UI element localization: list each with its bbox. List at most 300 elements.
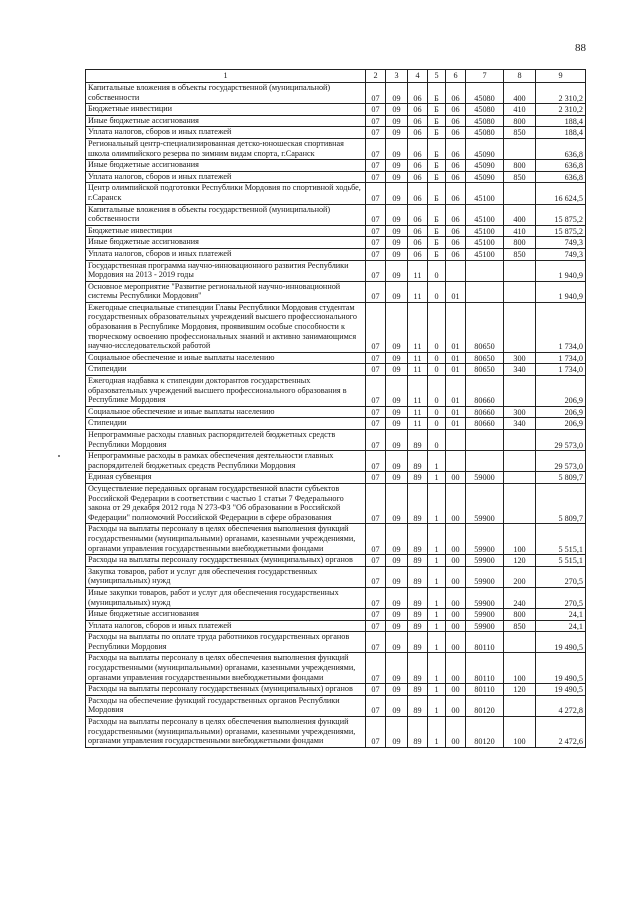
row-c6-cell: 06: [446, 237, 466, 249]
row-c4-cell: 11: [408, 418, 428, 430]
row-name-cell: Основное мероприятие "Развитие региональной научно-инновационной системы Республики Мордовия": [86, 281, 366, 302]
row-c5-cell: 1: [428, 684, 446, 696]
row-c7-cell: 45080: [466, 83, 504, 104]
row-name-cell: Стипендии: [86, 418, 366, 430]
header-cell: 6: [446, 70, 466, 83]
row-c8-cell: 120: [504, 684, 536, 696]
table-row: [86, 364, 586, 376]
row-name-cell: Уплата налогов, сборов и иных платежей: [86, 248, 366, 260]
row-c7-cell: 59900: [466, 524, 504, 555]
row-c4-cell: 89: [408, 717, 428, 748]
row-c3-cell: 09: [386, 364, 408, 376]
row-c5-cell: 1: [428, 717, 446, 748]
table-row: [86, 225, 586, 237]
header-cell: 2: [366, 70, 386, 83]
row-c2-cell: 07: [366, 451, 386, 472]
row-name-cell: Иные бюджетные ассигнования: [86, 237, 366, 249]
table-row: [86, 609, 586, 621]
row-name-cell: Социальное обеспечение и иные выплаты населению: [86, 352, 366, 364]
row-c9-cell: 270,5: [536, 566, 586, 587]
row-name-cell: Иные бюджетные ассигнования: [86, 160, 366, 172]
row-c5-cell: Б: [428, 237, 446, 249]
row-c9-cell: 636,8: [536, 138, 586, 159]
row-c4-cell: 89: [408, 566, 428, 587]
row-c2-cell: 07: [366, 632, 386, 653]
row-c6-cell: 01: [446, 364, 466, 376]
row-c3-cell: 09: [386, 115, 408, 127]
row-c8-cell: 300: [504, 352, 536, 364]
row-c9-cell: 749,3: [536, 248, 586, 260]
row-c3-cell: 09: [386, 555, 408, 567]
row-c7-cell: 80110: [466, 653, 504, 684]
row-c9-cell: 4 272,8: [536, 695, 586, 716]
row-c8-cell: [504, 183, 536, 204]
row-c6-cell: 06: [446, 160, 466, 172]
row-c5-cell: 0: [428, 376, 446, 407]
row-c6-cell: 00: [446, 653, 466, 684]
row-c5-cell: 1: [428, 587, 446, 608]
row-c5-cell: Б: [428, 171, 446, 183]
row-c8-cell: 410: [504, 104, 536, 116]
row-c9-cell: 270,5: [536, 587, 586, 608]
row-c2-cell: 07: [366, 225, 386, 237]
table-row: [86, 695, 586, 716]
row-c5-cell: Б: [428, 115, 446, 127]
row-c2-cell: 07: [366, 555, 386, 567]
row-c3-cell: 09: [386, 483, 408, 523]
row-c9-cell: 5 809,7: [536, 483, 586, 523]
row-c7-cell: 45100: [466, 225, 504, 237]
row-c3-cell: 09: [386, 138, 408, 159]
row-c6-cell: 01: [446, 281, 466, 302]
row-c3-cell: 09: [386, 609, 408, 621]
row-c9-cell: 24,1: [536, 620, 586, 632]
row-c4-cell: 11: [408, 376, 428, 407]
table-row: [86, 138, 586, 159]
row-c2-cell: 07: [366, 587, 386, 608]
row-c2-cell: 07: [366, 524, 386, 555]
row-c7-cell: 80660: [466, 418, 504, 430]
row-c3-cell: 09: [386, 418, 408, 430]
row-c2-cell: 07: [366, 430, 386, 451]
row-c2-cell: 07: [366, 695, 386, 716]
row-c4-cell: 89: [408, 524, 428, 555]
row-c8-cell: 800: [504, 237, 536, 249]
row-c3-cell: 09: [386, 127, 408, 139]
row-name-cell: Бюджетные инвестиции: [86, 225, 366, 237]
row-c6-cell: 00: [446, 555, 466, 567]
row-c6-cell: 00: [446, 620, 466, 632]
row-c5-cell: 1: [428, 695, 446, 716]
row-c7-cell: 45100: [466, 237, 504, 249]
row-c5-cell: 0: [428, 352, 446, 364]
table-row: [86, 524, 586, 555]
row-c4-cell: 11: [408, 406, 428, 418]
row-c8-cell: [504, 451, 536, 472]
row-c4-cell: 11: [408, 260, 428, 281]
row-name-cell: Уплата налогов, сборов и иных платежей: [86, 171, 366, 183]
row-name-cell: Бюджетные инвестиции: [86, 104, 366, 116]
row-c8-cell: 200: [504, 566, 536, 587]
row-c6-cell: 00: [446, 566, 466, 587]
row-c2-cell: 07: [366, 609, 386, 621]
row-c4-cell: 06: [408, 160, 428, 172]
row-c2-cell: 07: [366, 281, 386, 302]
row-name-cell: Центр олимпийской подготовки Республики Мордовия по спортивной ходьбе, г.Саранск: [86, 183, 366, 204]
row-c9-cell: 749,3: [536, 237, 586, 249]
row-c3-cell: 09: [386, 302, 408, 352]
table-row: [86, 483, 586, 523]
row-c5-cell: 0: [428, 364, 446, 376]
row-c7-cell: 80660: [466, 376, 504, 407]
row-c5-cell: 1: [428, 632, 446, 653]
row-c9-cell: 1 734,0: [536, 352, 586, 364]
row-c5-cell: 1: [428, 524, 446, 555]
table-row: [86, 587, 586, 608]
table-row: [86, 260, 586, 281]
row-c7-cell: 59900: [466, 566, 504, 587]
row-c7-cell: 80650: [466, 302, 504, 352]
row-c9-cell: 1 940,9: [536, 281, 586, 302]
row-name-cell: Закупка товаров, работ и услуг для обеспечения государственных (муниципальных) нужд: [86, 566, 366, 587]
row-c2-cell: 07: [366, 83, 386, 104]
row-c3-cell: 09: [386, 104, 408, 116]
row-c4-cell: 06: [408, 115, 428, 127]
row-c6-cell: 06: [446, 225, 466, 237]
row-c8-cell: 850: [504, 620, 536, 632]
row-c4-cell: 06: [408, 138, 428, 159]
scan-speck: [58, 455, 60, 457]
row-c4-cell: 11: [408, 352, 428, 364]
row-c7-cell: 45100: [466, 204, 504, 225]
row-c6-cell: 06: [446, 127, 466, 139]
row-c6-cell: [446, 260, 466, 281]
table-row: [86, 620, 586, 632]
row-c7-cell: 45100: [466, 248, 504, 260]
row-c8-cell: 410: [504, 225, 536, 237]
table-row: [86, 472, 586, 484]
row-c2-cell: 07: [366, 364, 386, 376]
row-c9-cell: 636,8: [536, 171, 586, 183]
row-c5-cell: Б: [428, 248, 446, 260]
row-c2-cell: 07: [366, 483, 386, 523]
row-c8-cell: 400: [504, 204, 536, 225]
row-c2-cell: 07: [366, 237, 386, 249]
row-name-cell: Стипендии: [86, 364, 366, 376]
row-c6-cell: 01: [446, 418, 466, 430]
table-row: [86, 376, 586, 407]
row-c9-cell: 15 875,2: [536, 225, 586, 237]
row-c4-cell: 06: [408, 171, 428, 183]
row-c5-cell: Б: [428, 127, 446, 139]
row-name-cell: Иные бюджетные ассигнования: [86, 609, 366, 621]
row-c5-cell: 0: [428, 281, 446, 302]
table-row: [86, 104, 586, 116]
row-c2-cell: 07: [366, 352, 386, 364]
table-row: [86, 566, 586, 587]
row-c2-cell: 07: [366, 171, 386, 183]
row-c8-cell: 340: [504, 418, 536, 430]
row-c7-cell: 45080: [466, 127, 504, 139]
row-name-cell: Расходы на выплаты персоналу в целях обеспечения выполнения функций государственными (муниципальными) органами, казенными учреждениями, органами управления государственными внебюджетными фондами: [86, 717, 366, 748]
table-row: [86, 653, 586, 684]
row-c3-cell: 09: [386, 524, 408, 555]
row-c5-cell: 0: [428, 302, 446, 352]
row-name-cell: Капитальные вложения в объекты государственной (муниципальной) собственности: [86, 204, 366, 225]
row-name-cell: Расходы на выплаты персоналу в целях обеспечения выполнения функций государственными (муниципальными) органами, казенными учреждениями, органами управления государственными внебюджетными фондами: [86, 524, 366, 555]
row-c8-cell: 240: [504, 587, 536, 608]
row-c8-cell: [504, 695, 536, 716]
row-c6-cell: [446, 451, 466, 472]
table-row: [86, 352, 586, 364]
row-c7-cell: 59900: [466, 620, 504, 632]
row-c9-cell: 2 310,2: [536, 83, 586, 104]
row-c3-cell: 09: [386, 160, 408, 172]
table-row: [86, 127, 586, 139]
row-c7-cell: 80120: [466, 717, 504, 748]
row-c9-cell: 19 490,5: [536, 684, 586, 696]
row-c7-cell: [466, 451, 504, 472]
header-cell: 4: [408, 70, 428, 83]
table-row: [86, 204, 586, 225]
table-row: [86, 418, 586, 430]
row-c4-cell: 06: [408, 183, 428, 204]
row-c4-cell: 89: [408, 684, 428, 696]
row-c3-cell: 09: [386, 620, 408, 632]
row-c9-cell: 206,9: [536, 376, 586, 407]
row-c6-cell: 06: [446, 115, 466, 127]
row-c8-cell: 340: [504, 364, 536, 376]
header-cell: 3: [386, 70, 408, 83]
row-c7-cell: 59000: [466, 472, 504, 484]
row-name-cell: Уплата налогов, сборов и иных платежей: [86, 127, 366, 139]
row-name-cell: Непрограммные расходы главных распорядителей бюджетных средств Республики Мордовия: [86, 430, 366, 451]
row-c8-cell: [504, 483, 536, 523]
row-name-cell: Иные закупки товаров, работ и услуг для обеспечения государственных (муниципальных) нужд: [86, 587, 366, 608]
row-c5-cell: 1: [428, 620, 446, 632]
row-c5-cell: Б: [428, 138, 446, 159]
row-c5-cell: 1: [428, 472, 446, 484]
row-c4-cell: 06: [408, 248, 428, 260]
row-c5-cell: 1: [428, 451, 446, 472]
row-c7-cell: 45080: [466, 104, 504, 116]
row-c2-cell: 07: [366, 418, 386, 430]
row-c3-cell: 09: [386, 406, 408, 418]
row-c2-cell: 07: [366, 620, 386, 632]
row-c7-cell: 45090: [466, 138, 504, 159]
row-c8-cell: 800: [504, 160, 536, 172]
table-row: [86, 183, 586, 204]
row-c3-cell: 09: [386, 248, 408, 260]
row-c7-cell: 59900: [466, 587, 504, 608]
row-c2-cell: 07: [366, 160, 386, 172]
row-c8-cell: [504, 281, 536, 302]
row-c7-cell: 80110: [466, 632, 504, 653]
row-c7-cell: 80650: [466, 364, 504, 376]
row-c5-cell: 1: [428, 653, 446, 684]
row-c4-cell: 89: [408, 451, 428, 472]
row-c9-cell: 29 573,0: [536, 430, 586, 451]
row-c9-cell: 5 515,1: [536, 555, 586, 567]
row-c4-cell: 89: [408, 472, 428, 484]
row-c8-cell: 400: [504, 83, 536, 104]
row-c3-cell: 09: [386, 237, 408, 249]
row-c6-cell: 00: [446, 684, 466, 696]
row-c4-cell: 89: [408, 653, 428, 684]
row-c8-cell: 850: [504, 171, 536, 183]
budget-table: [85, 69, 586, 748]
row-c8-cell: 850: [504, 248, 536, 260]
row-c9-cell: 16 624,5: [536, 183, 586, 204]
row-c4-cell: 06: [408, 237, 428, 249]
row-c2-cell: 07: [366, 104, 386, 116]
row-c4-cell: 89: [408, 695, 428, 716]
row-name-cell: Уплата налогов, сборов и иных платежей: [86, 620, 366, 632]
table-row: [86, 555, 586, 567]
row-c2-cell: 07: [366, 472, 386, 484]
row-c5-cell: 1: [428, 566, 446, 587]
row-c9-cell: 19 490,5: [536, 632, 586, 653]
row-c6-cell: 00: [446, 483, 466, 523]
row-c6-cell: 06: [446, 83, 466, 104]
row-c3-cell: 09: [386, 260, 408, 281]
row-c5-cell: Б: [428, 225, 446, 237]
table-row: [86, 717, 586, 748]
row-c7-cell: [466, 281, 504, 302]
row-c7-cell: [466, 260, 504, 281]
table-row: [86, 302, 586, 352]
row-c7-cell: 80110: [466, 684, 504, 696]
row-c6-cell: 06: [446, 204, 466, 225]
row-c6-cell: 01: [446, 376, 466, 407]
row-c3-cell: 09: [386, 183, 408, 204]
row-c7-cell: 45090: [466, 160, 504, 172]
row-c3-cell: 09: [386, 695, 408, 716]
table-row: [86, 632, 586, 653]
row-c3-cell: 09: [386, 472, 408, 484]
row-c9-cell: 29 573,0: [536, 451, 586, 472]
table-row: [86, 406, 586, 418]
row-c3-cell: 09: [386, 83, 408, 104]
row-c7-cell: [466, 430, 504, 451]
row-c9-cell: 1 734,0: [536, 302, 586, 352]
row-c3-cell: 09: [386, 225, 408, 237]
row-c2-cell: 07: [366, 138, 386, 159]
row-c4-cell: 06: [408, 83, 428, 104]
row-c8-cell: [504, 260, 536, 281]
row-c3-cell: 09: [386, 566, 408, 587]
row-c2-cell: 07: [366, 302, 386, 352]
row-c6-cell: 06: [446, 171, 466, 183]
row-c8-cell: 300: [504, 406, 536, 418]
row-c2-cell: 07: [366, 248, 386, 260]
row-c8-cell: 100: [504, 653, 536, 684]
row-c6-cell: 01: [446, 302, 466, 352]
row-c5-cell: 0: [428, 418, 446, 430]
row-c4-cell: 89: [408, 632, 428, 653]
row-c8-cell: 100: [504, 717, 536, 748]
row-c8-cell: [504, 632, 536, 653]
row-c7-cell: 80660: [466, 406, 504, 418]
row-c6-cell: 06: [446, 104, 466, 116]
row-c8-cell: [504, 472, 536, 484]
row-c9-cell: 19 490,5: [536, 653, 586, 684]
row-c3-cell: 09: [386, 281, 408, 302]
row-c6-cell: 06: [446, 138, 466, 159]
row-c4-cell: 89: [408, 609, 428, 621]
row-c9-cell: 5 515,1: [536, 524, 586, 555]
row-c8-cell: 800: [504, 609, 536, 621]
row-c7-cell: 45100: [466, 183, 504, 204]
row-c8-cell: 120: [504, 555, 536, 567]
row-c3-cell: 09: [386, 653, 408, 684]
row-c6-cell: 01: [446, 352, 466, 364]
row-c9-cell: 1 940,9: [536, 260, 586, 281]
row-c6-cell: 01: [446, 406, 466, 418]
table-row: [86, 248, 586, 260]
row-c3-cell: 09: [386, 451, 408, 472]
row-c2-cell: 07: [366, 717, 386, 748]
row-c7-cell: 80650: [466, 352, 504, 364]
table-row: [86, 451, 586, 472]
row-c9-cell: 15 875,2: [536, 204, 586, 225]
row-c3-cell: 09: [386, 352, 408, 364]
row-c5-cell: Б: [428, 83, 446, 104]
table-row: [86, 171, 586, 183]
row-c6-cell: 00: [446, 632, 466, 653]
row-c6-cell: 00: [446, 609, 466, 621]
row-c7-cell: 45090: [466, 171, 504, 183]
header-cell: 7: [466, 70, 504, 83]
row-c4-cell: 11: [408, 364, 428, 376]
row-c4-cell: 89: [408, 555, 428, 567]
row-c8-cell: [504, 376, 536, 407]
row-name-cell: Расходы на выплаты персоналу государственных (муниципальных) органов: [86, 684, 366, 696]
row-c9-cell: 24,1: [536, 609, 586, 621]
row-c8-cell: 800: [504, 115, 536, 127]
table-header-row: [86, 70, 586, 83]
row-c4-cell: 89: [408, 483, 428, 523]
row-c2-cell: 07: [366, 260, 386, 281]
row-c5-cell: 1: [428, 609, 446, 621]
row-name-cell: Региональный центр-специализированная детско-юношеская спортивная школа олимпийского резерва по зимним видам спорта, г.Саранск: [86, 138, 366, 159]
row-c9-cell: 2 310,2: [536, 104, 586, 116]
row-c2-cell: 07: [366, 376, 386, 407]
row-c4-cell: 06: [408, 204, 428, 225]
row-c6-cell: 00: [446, 695, 466, 716]
row-c2-cell: 07: [366, 183, 386, 204]
row-c4-cell: 89: [408, 620, 428, 632]
table-row: [86, 160, 586, 172]
row-c9-cell: 188,4: [536, 115, 586, 127]
row-c8-cell: 850: [504, 127, 536, 139]
row-c8-cell: 100: [504, 524, 536, 555]
table-row: [86, 430, 586, 451]
row-c5-cell: Б: [428, 183, 446, 204]
row-name-cell: Непрограммные расходы в рамках обеспечения деятельности главных распорядителей бюджетных средств Республики Мордовия: [86, 451, 366, 472]
row-c6-cell: 00: [446, 587, 466, 608]
row-name-cell: Расходы на выплаты по оплате труда работников государственных органов Республики Мордовия: [86, 632, 366, 653]
table-row: [86, 83, 586, 104]
row-c3-cell: 09: [386, 430, 408, 451]
row-name-cell: Ежегодные специальные стипендии Главы Республики Мордовия студентам государственных образовательных учреждений высшего профессионального образования в Республике Мордовия, проявившим особые способности к творческому освоению профессиональных знаний и активно занимающимся научно-исследовательской работой: [86, 302, 366, 352]
row-c9-cell: 2 472,6: [536, 717, 586, 748]
row-c5-cell: 1: [428, 555, 446, 567]
row-c6-cell: 00: [446, 717, 466, 748]
row-c8-cell: [504, 302, 536, 352]
row-c7-cell: 45080: [466, 115, 504, 127]
row-c3-cell: 09: [386, 684, 408, 696]
